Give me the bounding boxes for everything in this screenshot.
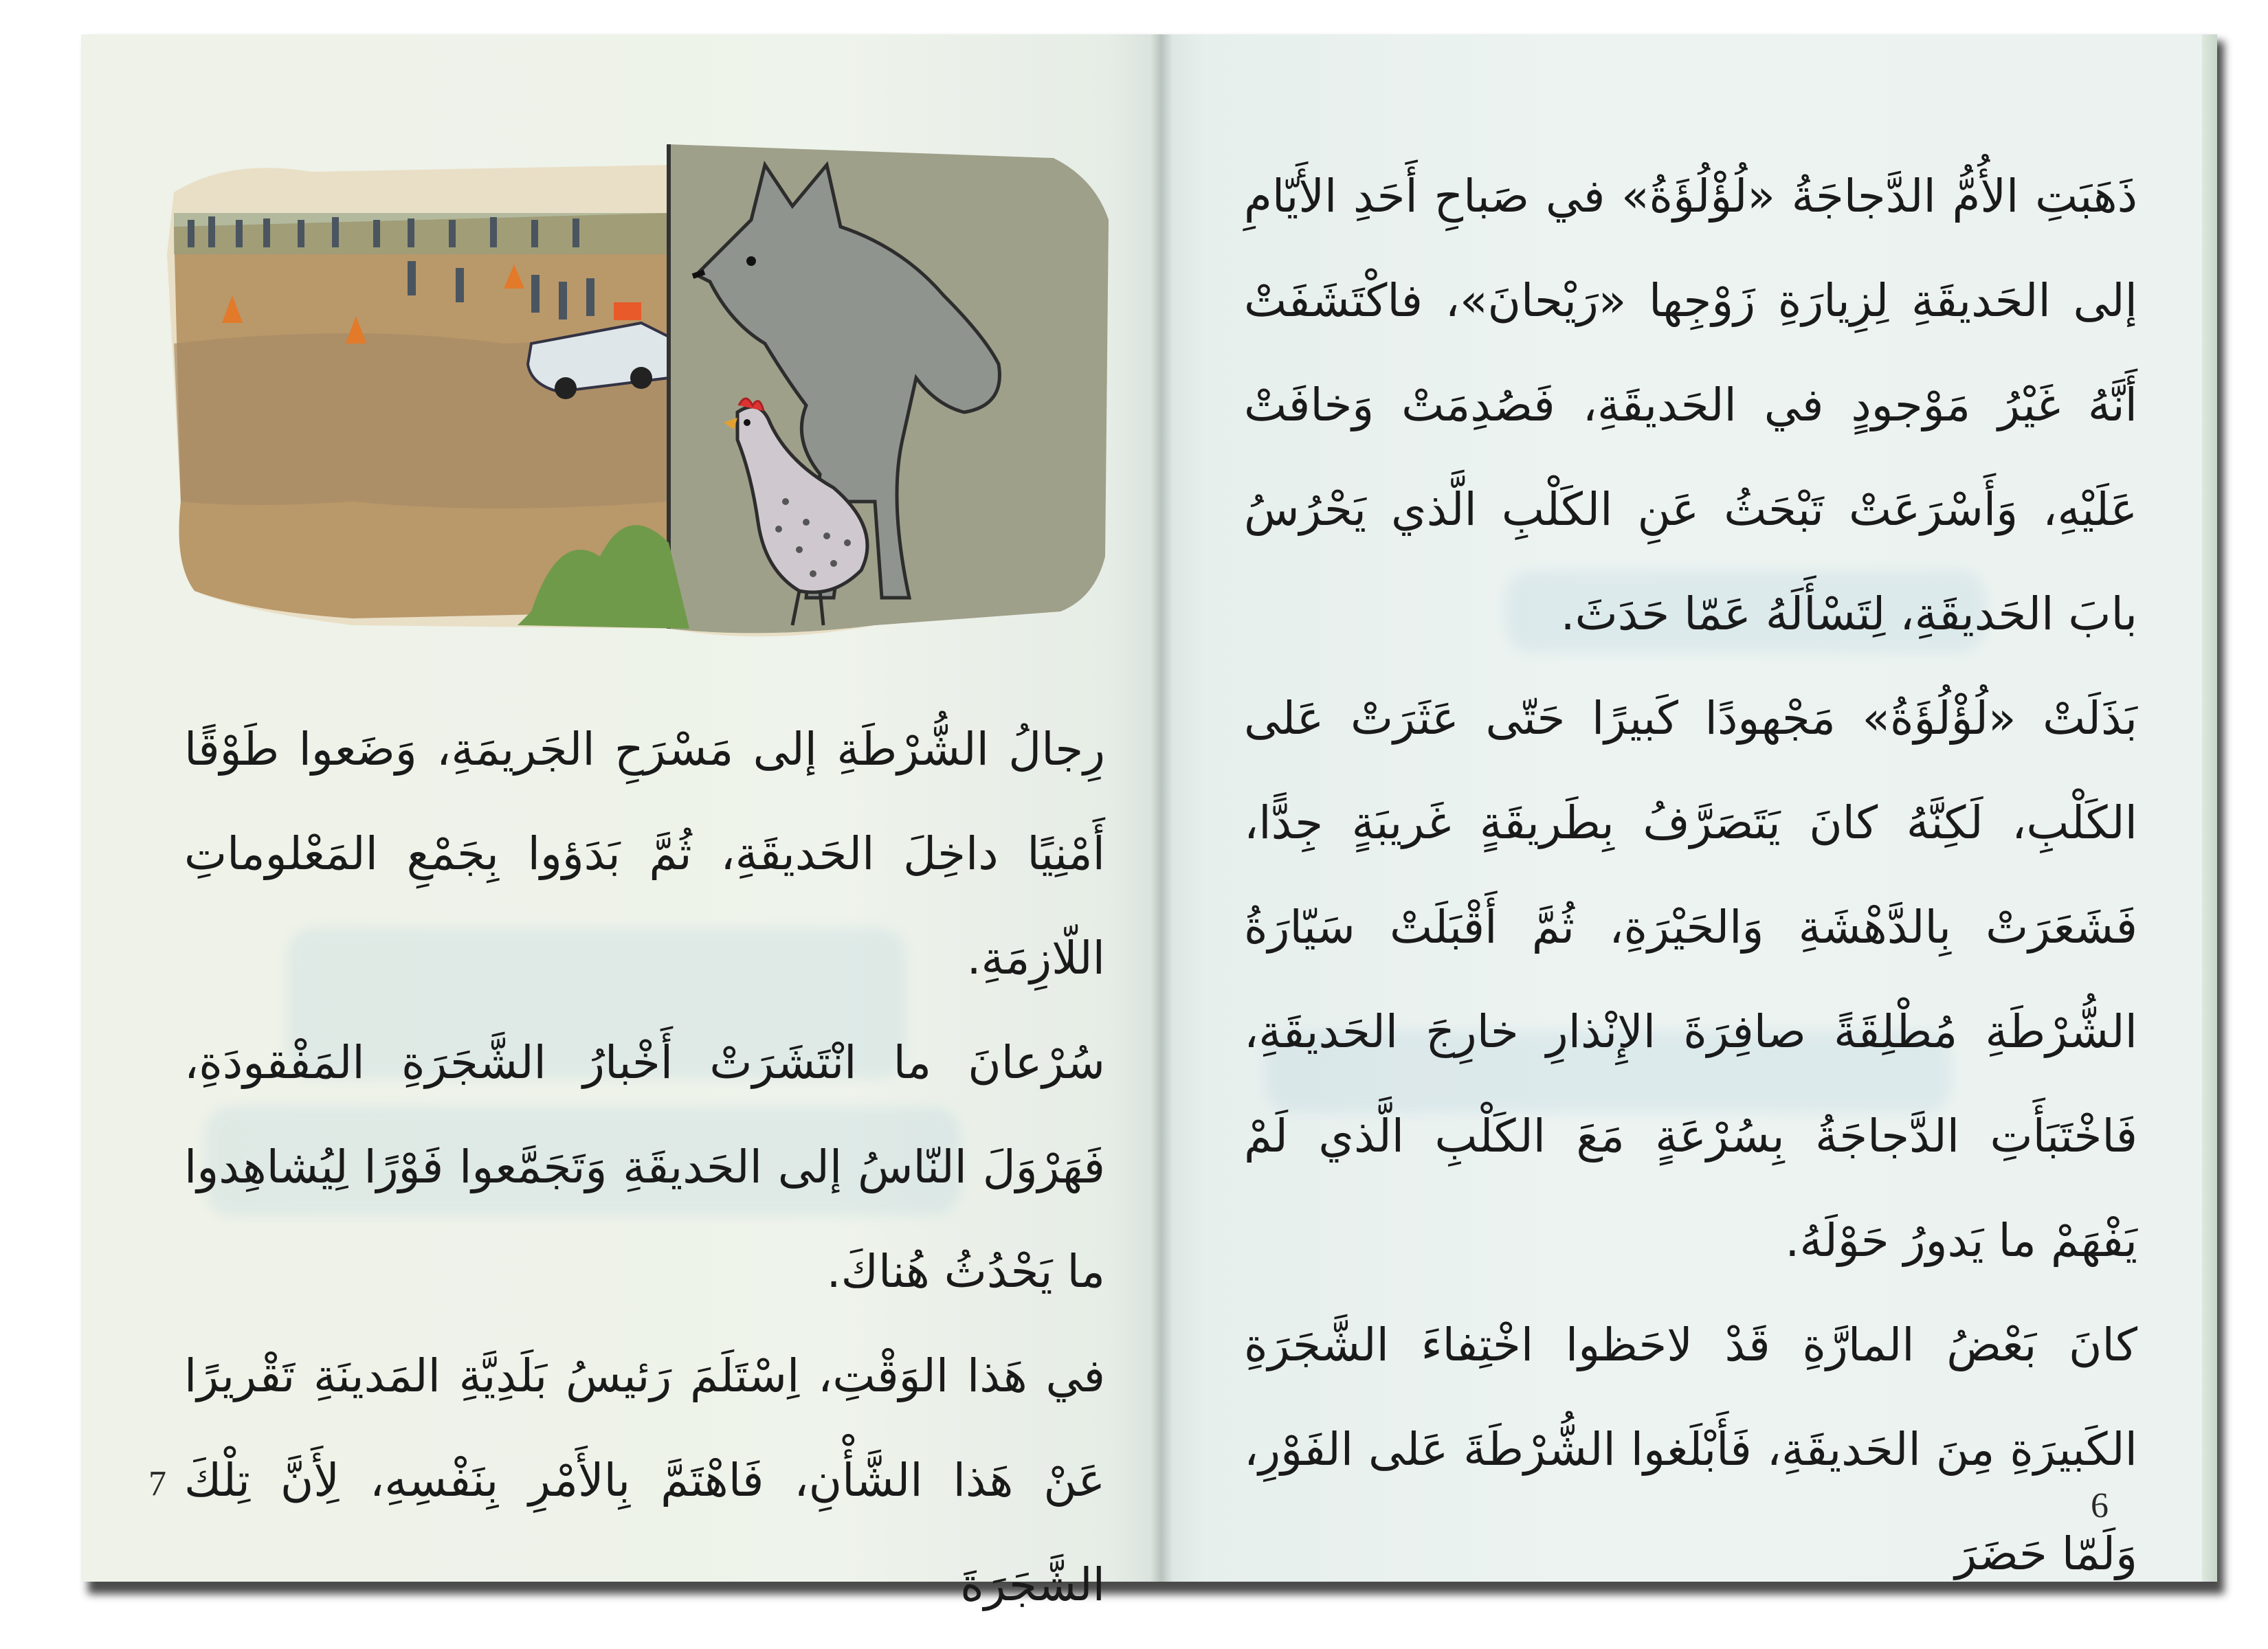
paragraph: ذَهَبَتِ الأُمُّ الدَّجاجَةُ «لُؤْلُؤَةُ» في صَباحِ أَحَدِ الأَيّامِ إلى الحَديقَةِ لِزِيارَةِ زَوْجِها «رَيْحانَ»، فاكْتَشَفَتْ أَنَّهُ غَيْرُ مَوْجودٍ في الحَديقَةِ، فَصُدِمَتْ وَخافَتْ عَلَيْهِ، وَأَسْرَعَتْ تَبْحَثُ عَنِ الكَلْبِ الَّذي يَحْرُسُ بابَ الحَديقَةِ، لِتَسْأَلَهُ عَمّا حَدَثَ. (1244, 170, 2137, 640)
page-number: 6 (2091, 1486, 2109, 1525)
left-page (81, 34, 1161, 1611)
paragraph: بَذَلَتْ «لُؤْلُؤَةُ» مَجْهودًا كَبيرًا حَتّى عَثَرَتْ عَلى الكَلْبِ، لَكِنَّهُ كانَ يَتَصَرَّفُ بِطَريقَةٍ غَريبَةٍ جِدًّا، فَشَعَرَتْ بِالدَّهْشَةِ وَالحَيْرَةِ، ثُمَّ أَقْبَلَتْ سَيّارَةُ الشُّرْطَةِ مُطْلِقَةً صافِرَةَ الإِنْذارِ خارِجَ الحَديقَةِ، فَاخْتَبَأَتِ الدَّجاجَةُ بِسُرْعَةٍ مَعَ الكَلْبِ الَّذي لَمْ يَفْهَمْ ما يَدورُ حَوْلَهُ. (1244, 692, 2137, 1267)
page-number: 7 (148, 1464, 166, 1503)
right-page (1161, 34, 2217, 1582)
paragraph: في هَذا الوَقْتِ، اِسْتَلَمَ رَئيسُ بَلَدِيَّةِ المَدينَةِ تَقْريرًا عَنْ هَذا الشَّأْنِ، فَاهْتَمَّ بِالأَمْرِ بِنَفْسِهِ، لِأَنَّ تِلْكَ الشَّجَرَةَ (184, 1349, 1105, 1611)
crowd-band (174, 213, 669, 254)
wolf-and-hen-illustration (146, 117, 1122, 680)
paragraph: كانَ بَعْضُ المارَّةِ قَدْ لاحَظوا اخْتِفاءَ الشَّجَرَةِ الكَبيرَةِ مِنَ الحَديقَةِ، فَأَبْلَغوا الشُّرْطَةَ عَلى الفَوْرِ، وَلَمّا حَضَرَ (1244, 1319, 2137, 1580)
paragraph: رِجالُ الشُّرْطَةِ إلى مَسْرَحِ الجَريمَةِ، وَضَعوا طَوْقًا أَمْنِيًا داخِلَ الحَديقَةِ، ثُمَّ بَدَؤوا بِجَمْعِ المَعْلوماتِ اللّازِمَةِ. (184, 723, 1105, 985)
open-book (81, 34, 2217, 1611)
book-gutter (1150, 34, 1172, 1582)
paragraph: سُرْعانَ ما انْتَشَرَتْ أَخْبارُ الشَّجَرَةِ المَفْقودَةِ، فَهَرْوَلَ النّاسُ إلى الحَديقَةِ وَتَجَمَّعوا فَوْرًا لِيُشاهِدوا ما يَحْدُثُ هُناكَ. (184, 1036, 1105, 1298)
page-edge (2202, 34, 2217, 1582)
left-page-text (184, 697, 1105, 1637)
right-page-text (1244, 144, 2137, 1606)
